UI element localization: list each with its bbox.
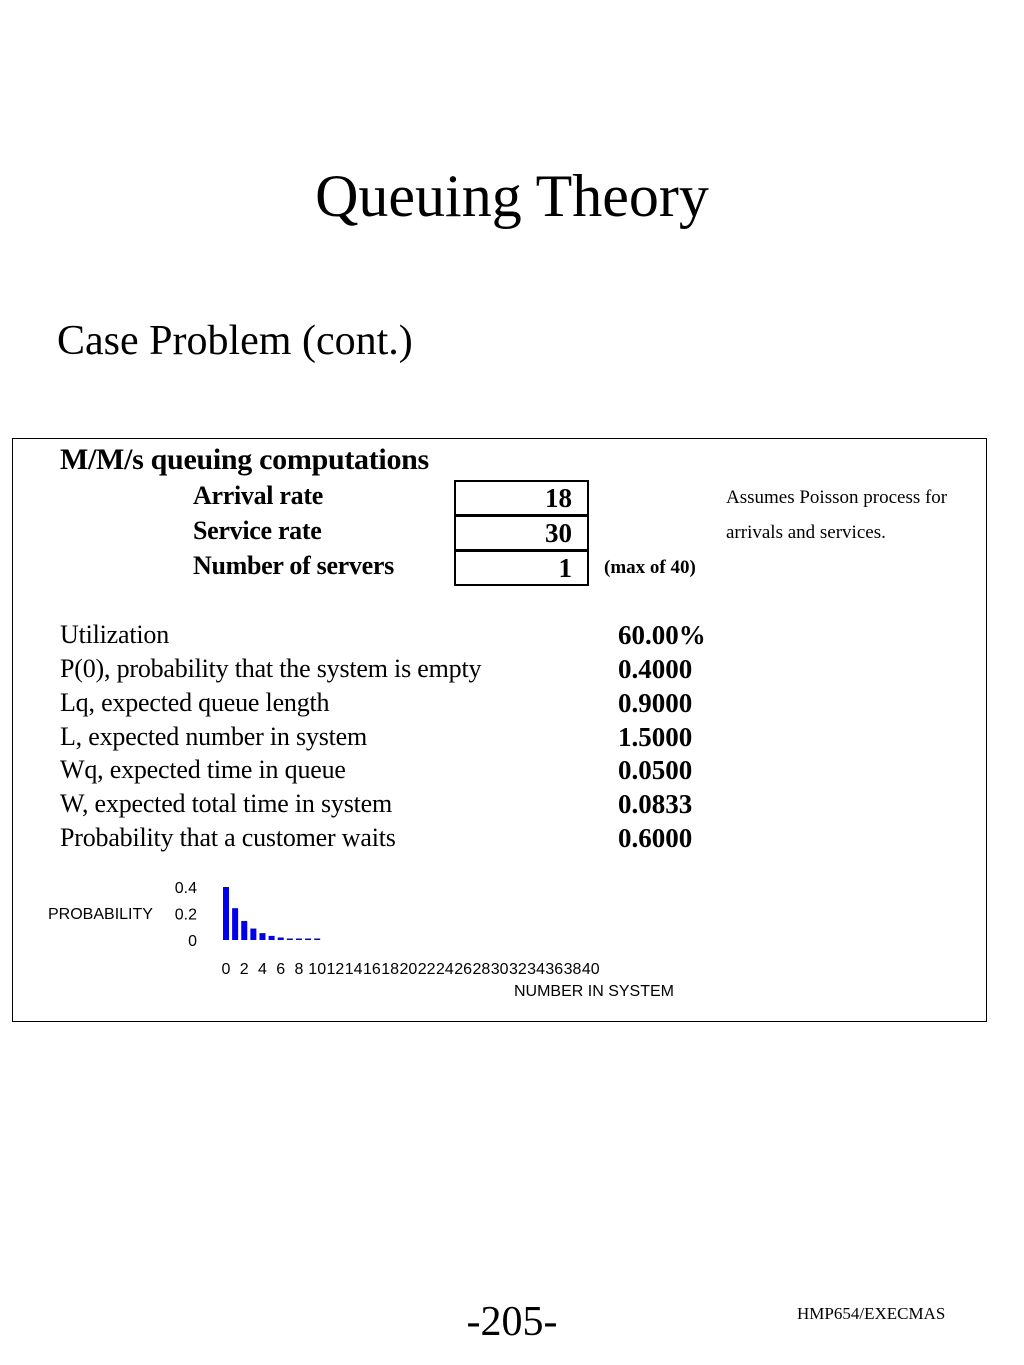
x-tick-label: 24: [435, 961, 454, 978]
x-tick-label: 22: [417, 961, 436, 978]
w-label: W, expected total time in system: [60, 789, 393, 818]
page-subtitle: Case Problem (cont.): [57, 318, 413, 364]
x-tick-label: 34: [527, 961, 545, 978]
x-axis-label: NUMBER IN SYSTEM: [513, 983, 675, 1000]
chart-bar: [259, 933, 265, 940]
x-tick-label: 0: [221, 961, 231, 978]
lq-value: 0.9000: [618, 688, 693, 718]
chart-bar: [314, 939, 320, 941]
chart-bar: [269, 936, 275, 940]
x-tick-label: 10: [308, 961, 327, 978]
wq-label: Wq, expected time in queue: [60, 755, 346, 784]
x-tick-label: 4: [258, 961, 267, 978]
l-label: L, expected number in system: [60, 722, 368, 751]
chart-bar: [305, 939, 311, 941]
x-tick-label: 36: [545, 961, 564, 978]
x-tick-label: 6: [276, 961, 286, 978]
servers-label: Number of servers: [193, 551, 394, 580]
chart-bar: [287, 939, 293, 941]
x-tick-label: 16: [363, 961, 381, 978]
p0-label: P(0), probability that the system is empty: [60, 654, 482, 683]
l-value: 1.5000: [618, 722, 693, 752]
service-rate-label: Service rate: [193, 516, 322, 545]
chart-bar: [232, 908, 238, 940]
footer-code: HMP654/EXECMAS: [797, 1304, 946, 1323]
assumption-note-line2: arrivals and services.: [726, 522, 886, 543]
servers-input[interactable]: 1: [454, 550, 589, 586]
x-tick-label: 14: [344, 961, 363, 978]
wait-probability-value: 0.6000: [618, 823, 693, 853]
probability-chart: [13, 439, 985, 1019]
y-axis-label: PROBABILITY: [48, 906, 153, 923]
x-tick-label: 32: [508, 961, 527, 978]
assumption-note-line1: Assumes Poisson process for: [726, 487, 948, 508]
y-tick-label: 0.4: [174, 880, 197, 897]
x-tick-label: 38: [563, 961, 582, 978]
x-tick-label: 26: [454, 961, 473, 978]
utilization-value: 60.00%: [618, 620, 706, 650]
p0-value: 0.4000: [618, 654, 693, 684]
chart-bar: [223, 887, 229, 940]
utilization-label: Utilization: [60, 620, 169, 649]
w-value: 0.0833: [618, 789, 693, 819]
arrival-rate-label: Arrival rate: [193, 481, 323, 510]
chart-bar: [278, 938, 284, 940]
wait-probability-label: Probability that a customer waits: [60, 823, 396, 852]
panel-heading: M/M/s queuing computations: [60, 443, 429, 476]
chart-bar: [250, 929, 256, 940]
chart-bar: [241, 921, 247, 940]
x-tick-label: 8: [294, 961, 304, 978]
x-tick-label: 40: [581, 961, 600, 978]
page-title: Queuing Theory: [315, 163, 709, 229]
lq-label: Lq, expected queue length: [60, 688, 330, 717]
x-tick-label: 12: [326, 961, 345, 978]
x-tick-label: 18: [381, 961, 400, 978]
service-rate-input[interactable]: 30: [454, 515, 589, 551]
page-number: -205-: [466, 1299, 558, 1345]
wq-value: 0.0500: [618, 755, 693, 785]
y-tick-label: 0.2: [174, 906, 197, 924]
max-servers-note: (max of 40): [604, 557, 696, 578]
arrival-rate-input[interactable]: 18: [454, 480, 589, 516]
queuing-computation-panel: [12, 438, 987, 1022]
x-tick-label: 30: [490, 961, 509, 978]
x-tick-label: 28: [472, 961, 491, 978]
x-tick-label: 20: [399, 961, 418, 978]
x-tick-label: 2: [239, 961, 249, 978]
y-tick-label: 0: [188, 933, 197, 950]
chart-bar: [296, 939, 302, 941]
